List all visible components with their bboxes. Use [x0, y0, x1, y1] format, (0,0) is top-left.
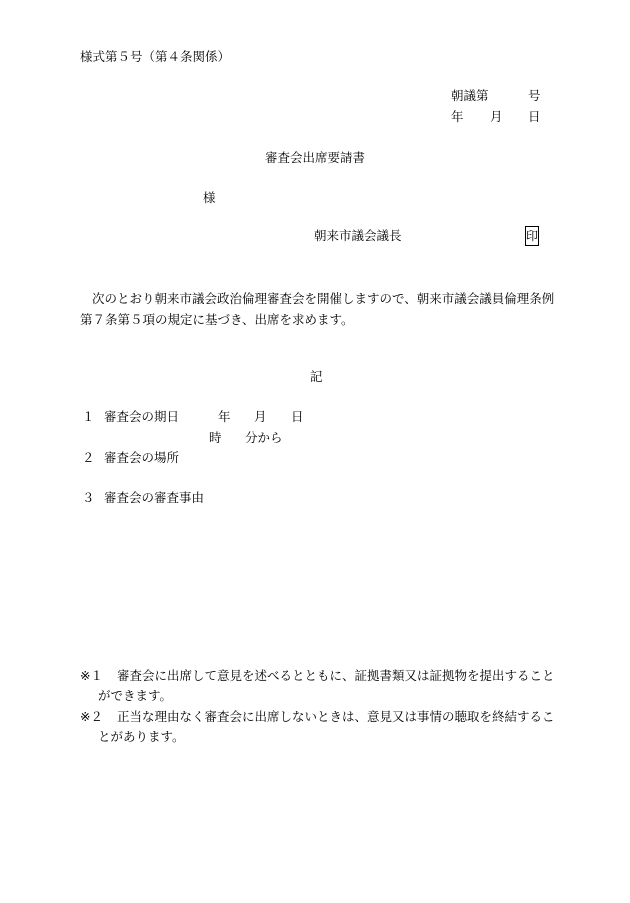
doc-number-suffix: 号	[528, 88, 541, 103]
note-1-line-1: 審査会に出席して意見を述べるとともに、証拠書類又は証拠物を提出すること	[117, 668, 555, 683]
item-1-day: 日	[291, 409, 304, 424]
item-1-minute-from: 分から	[245, 430, 283, 445]
note-1-line-2: ができます。	[98, 688, 173, 703]
note-2-line-2: とがあります。	[98, 729, 185, 744]
form-number: 様式第５号（第４条関係）	[80, 49, 231, 64]
note-2-mark: ※２	[80, 709, 103, 724]
item-2-number: ２	[82, 450, 95, 465]
seal-mark: 印	[526, 229, 539, 243]
item-3-number: ３	[82, 490, 95, 505]
date-year: 年	[451, 109, 464, 124]
note-1-mark: ※１	[80, 668, 103, 683]
body-text-line-1: 次のとおり朝来市議会政治倫理審査会を開催しますので、朝来市議会議員倫理条例	[92, 291, 555, 306]
addressee-honorific: 様	[203, 190, 216, 205]
item-2-label: 審査会の場所	[104, 450, 180, 465]
date-day: 日	[528, 109, 541, 124]
note-2-line-1: 正当な理由なく審査会に出席しないときは、意見又は事情の聴取を終結するこ	[117, 709, 555, 724]
document-title: 審査会出席要請書	[265, 150, 366, 165]
item-3-label: 審査会の審査事由	[104, 490, 205, 505]
date-month: 月	[490, 109, 503, 124]
item-1-year: 年	[218, 409, 231, 424]
sender-name: 朝来市議会議長	[314, 228, 402, 243]
item-1-month: 月	[254, 409, 267, 424]
item-1-hour: 時	[209, 430, 222, 445]
item-1-number: １	[82, 409, 95, 424]
doc-number-prefix: 朝議第	[451, 88, 489, 103]
ki-heading: 記	[310, 369, 323, 384]
body-text-line-2: 第７条第５項の規定に基づき、出席を求めます。	[80, 312, 354, 327]
item-1-label: 審査会の期日	[104, 409, 180, 424]
